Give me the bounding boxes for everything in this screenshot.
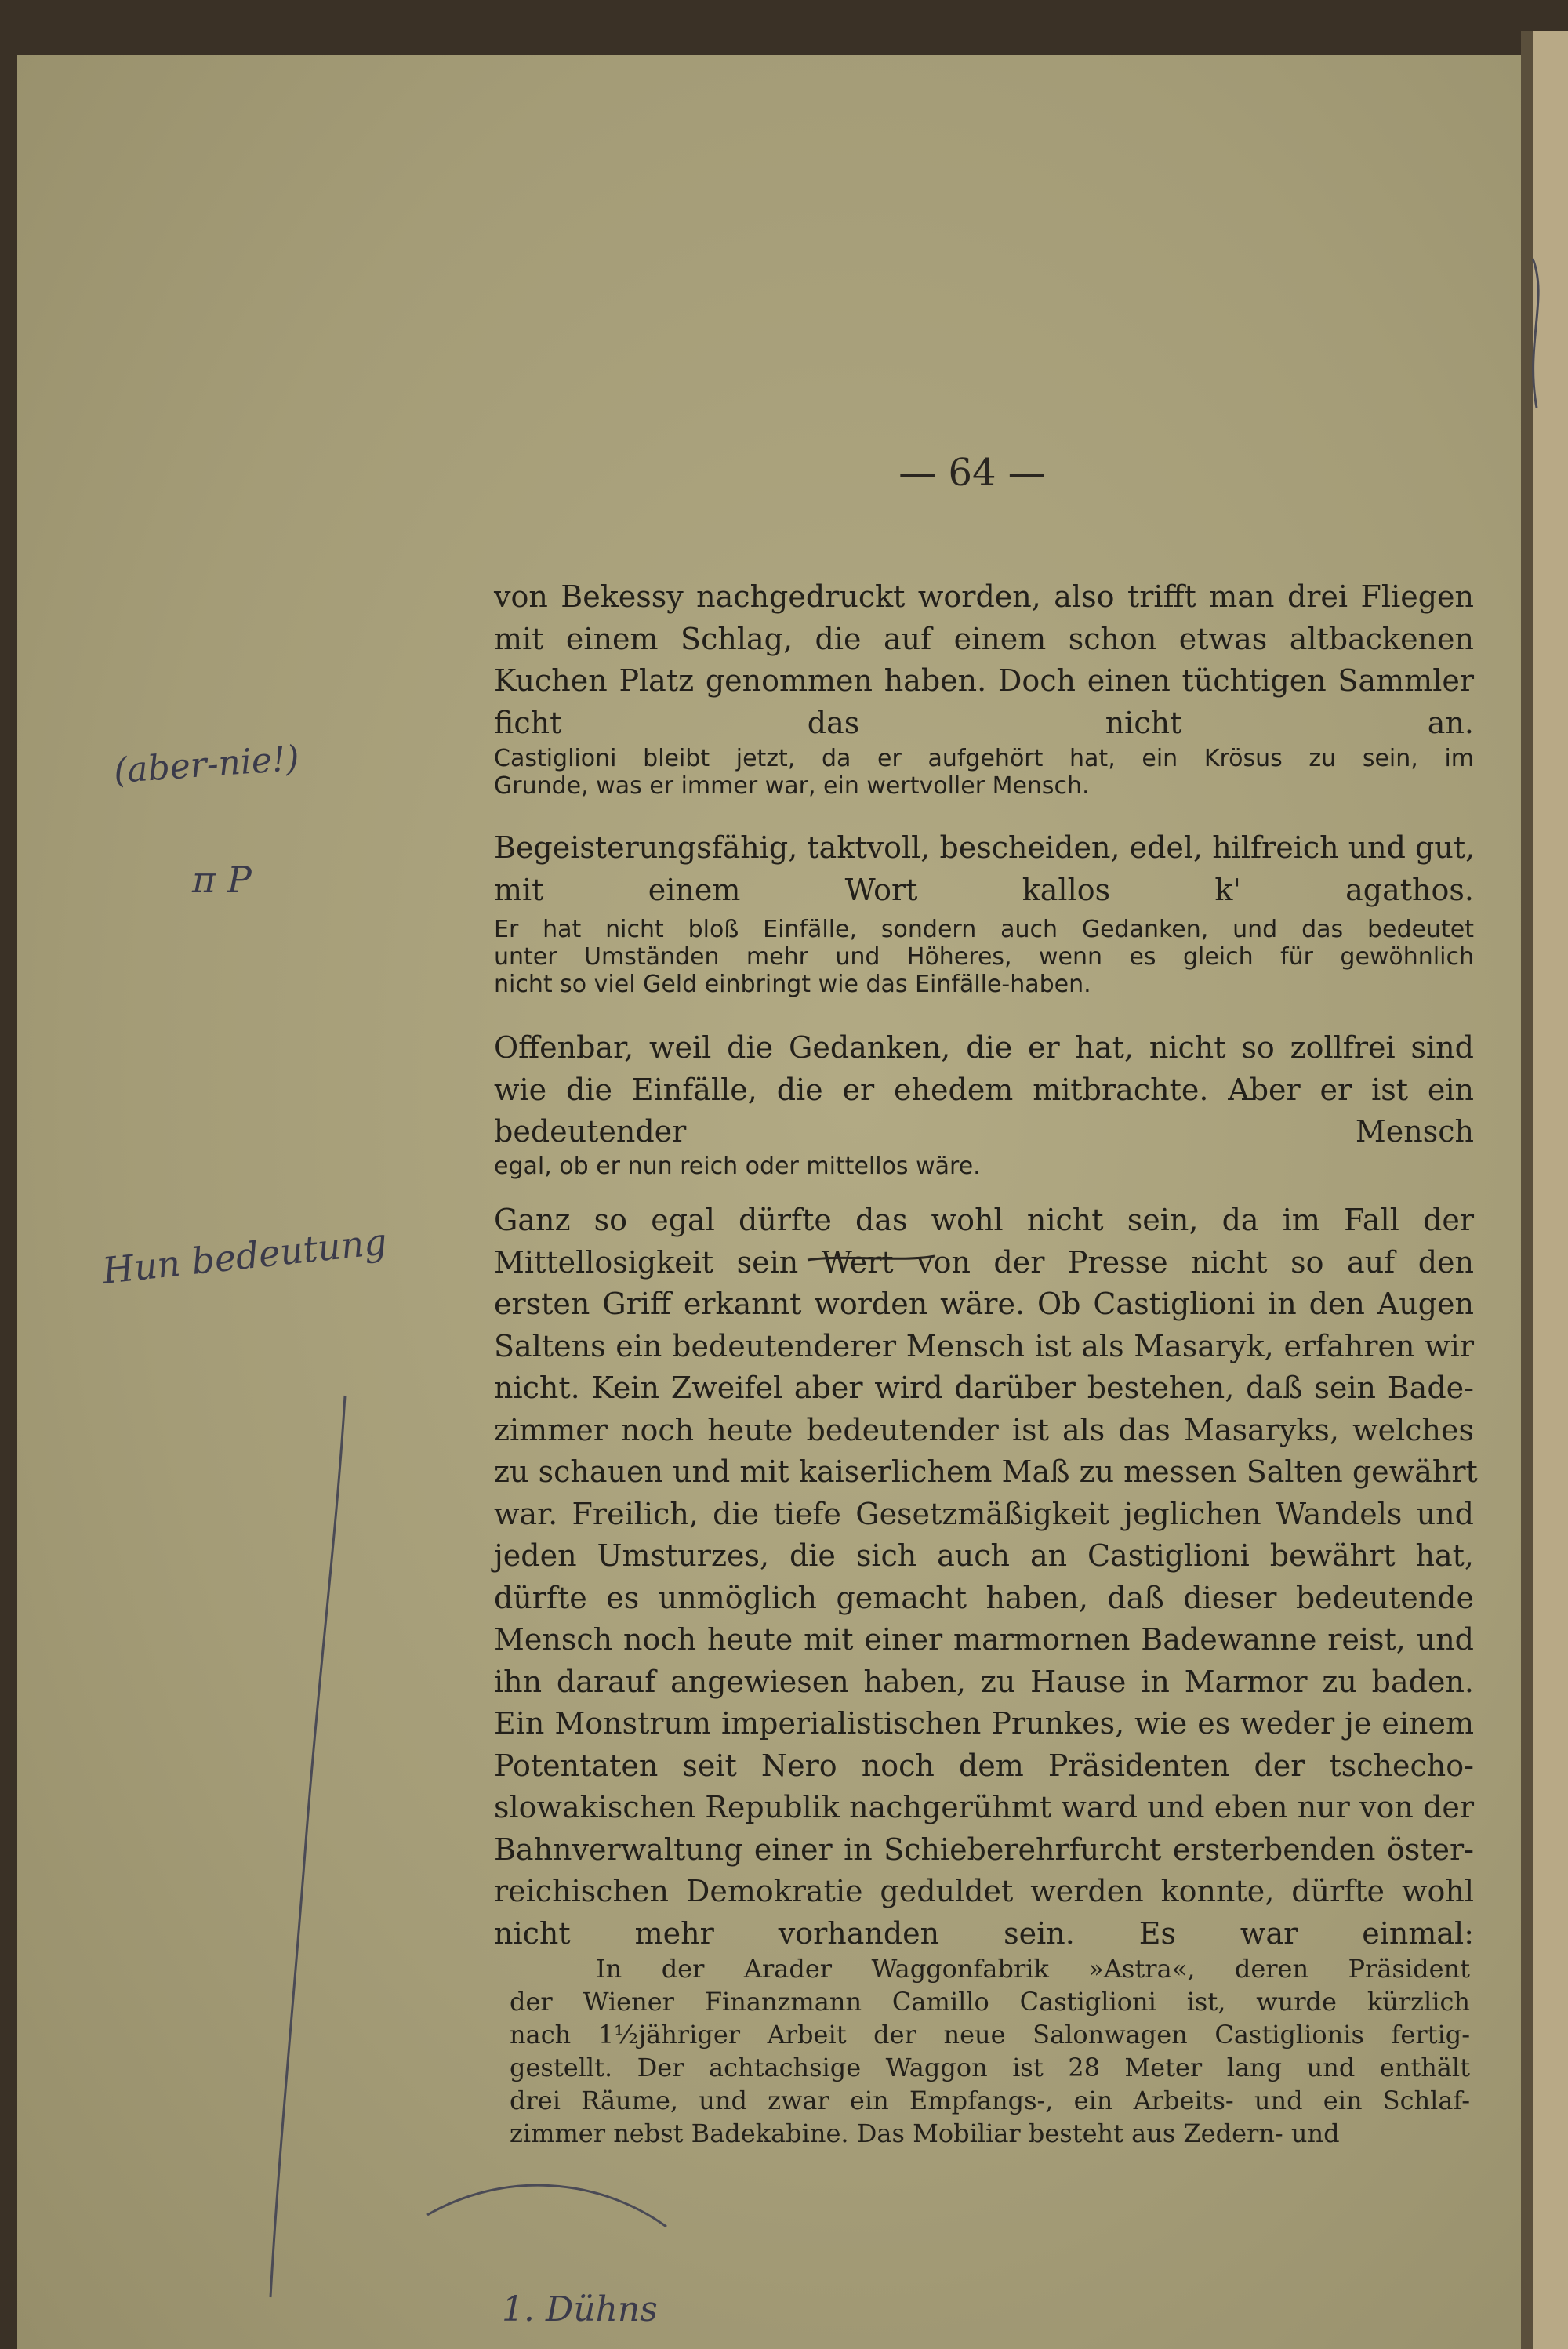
text-line: unter Umständen mehr und Höheres, wenn es gleich für gewöhnlich bbox=[494, 943, 1474, 971]
text-line: zimmer noch heute bedeutender ist als das Masaryks, welches bbox=[494, 1412, 1474, 1447]
text-line: Mensch noch heute mit einer marmornen Badewanne reist, und bbox=[494, 1622, 1474, 1657]
margin-note-4: 1. Dühns bbox=[502, 2289, 658, 2329]
text-line: zimmer nebst Badekabine. Das Mobiliar besteht aus Zedern- und bbox=[510, 2118, 1340, 2148]
text-line: Ganz so egal dürfte das wohl nicht sein, da im Fall der bbox=[494, 1203, 1474, 1237]
right-margin-scribble bbox=[1533, 259, 1538, 408]
text-line: Begeisterungsfähig, taktvoll, bescheiden, edel, hilfreich und gut, bbox=[494, 830, 1475, 865]
text-line: reichischen Demokratie geduldet werden konnte, dürfte wohl bbox=[494, 1874, 1474, 1908]
text-line: mit einem Wort kallos k' agathos. bbox=[494, 872, 1474, 907]
text-line: mit einem Schlag, die auf einem schon etwas altbackenen bbox=[494, 621, 1474, 656]
margin-note-2: π P bbox=[192, 859, 252, 901]
text-line: zu schauen und mit kaiserlichem Maß zu messen Salten gewährt bbox=[494, 1454, 1478, 1489]
text-line: wie die Einfälle, die er ehedem mitbrachte. Aber er ist ein bbox=[494, 1072, 1474, 1107]
text-line: von Bekessy nachgedruckt worden, also trifft man drei Fliegen bbox=[494, 579, 1474, 614]
text-line: Potentaten seit Nero noch dem Präsidenten der tschecho- bbox=[494, 1748, 1474, 1783]
text-line: ihn darauf angewiesen haben, zu Hause in Marmor zu baden. bbox=[494, 1664, 1474, 1699]
page-number: — 64 — bbox=[898, 451, 1046, 495]
text-line: Er hat nicht bloß Einfälle, sondern auch Gedanken, und das bedeutet bbox=[494, 916, 1474, 943]
text-line: egal, ob er nun reich oder mittellos wäre. bbox=[494, 1153, 981, 1180]
text-line: ersten Griff erkannt worden wäre. Ob Castiglioni in den Augen bbox=[494, 1287, 1474, 1321]
margin-curve-stroke bbox=[427, 2185, 666, 2227]
text-line: gestellt. Der achtachsige Waggon ist 28 Meter lang und enthält bbox=[510, 2053, 1470, 2082]
text-line: Bahnverwaltung einer in Schieberehrfurcht ersterbenden öster- bbox=[494, 1832, 1474, 1867]
margin-vertical-line bbox=[270, 1396, 345, 2297]
text-line: nicht. Kein Zweifel aber wird darüber bestehen, daß sein Bade- bbox=[494, 1371, 1474, 1405]
text-line: der Wiener Finanzmann Camillo Castiglioni ist, wurde kürzlich bbox=[510, 1987, 1470, 2017]
text-line: slowakischen Republik nachgerühmt ward und eben nur von der bbox=[494, 1790, 1474, 1824]
text-line: nicht mehr vorhanden sein. Es war einmal: bbox=[494, 1915, 1474, 1951]
strikethrough-mark bbox=[808, 1256, 935, 1260]
text-line: drei Räume, und zwar ein Empfangs-, ein Arbeits- und ein Schlaf- bbox=[510, 2086, 1470, 2115]
text-line: Saltens ein bedeutenderer Mensch ist als Masaryk, erfahren wir bbox=[494, 1328, 1474, 1363]
margin-note-1: (aber-nie!) bbox=[112, 738, 301, 792]
text-line: Castiglioni bleibt jetzt, da er aufgehört hat, ein Krösus zu sein, im bbox=[494, 745, 1474, 772]
text-line: nach 1½jähriger Arbeit der neue Salonwagen Castiglionis fertig- bbox=[510, 2020, 1470, 2049]
text-line: nicht so viel Geld einbringt wie das Einfälle-haben. bbox=[494, 971, 1091, 998]
text-line: Grunde, was er immer war, ein wertvoller Mensch. bbox=[494, 772, 1090, 800]
text-line: Kuchen Platz genommen haben. Doch einen tüchtigen Sammler bbox=[494, 663, 1474, 698]
text-line: Ein Monstrum imperialistischen Prunkes, wie es weder je einem bbox=[494, 1706, 1474, 1741]
text-line: bedeutender Mensch bbox=[494, 1114, 1474, 1149]
text-line: dürfte es unmöglich gemacht haben, daß dieser bedeutende bbox=[494, 1580, 1474, 1615]
text-line: ficht das nicht an. bbox=[494, 705, 1474, 740]
text-line: Mittellosigkeit sein Wert von der Presse nicht so auf den bbox=[494, 1244, 1474, 1280]
text-line: jeden Umsturzes, die sich auch an Castiglioni bewährt hat, bbox=[494, 1538, 1474, 1573]
margin-note-3: Hun bedeutung bbox=[100, 1220, 389, 1292]
text-line: Offenbar, weil die Gedanken, die er hat, nicht so zollfrei sind bbox=[494, 1030, 1474, 1065]
text-line: In der Arader Waggonfabrik »Astra«, deren Präsident bbox=[596, 1954, 1470, 1984]
text-line: war. Freilich, die tiefe Gesetzmäßigkeit jeglichen Wandels und bbox=[494, 1496, 1474, 1531]
